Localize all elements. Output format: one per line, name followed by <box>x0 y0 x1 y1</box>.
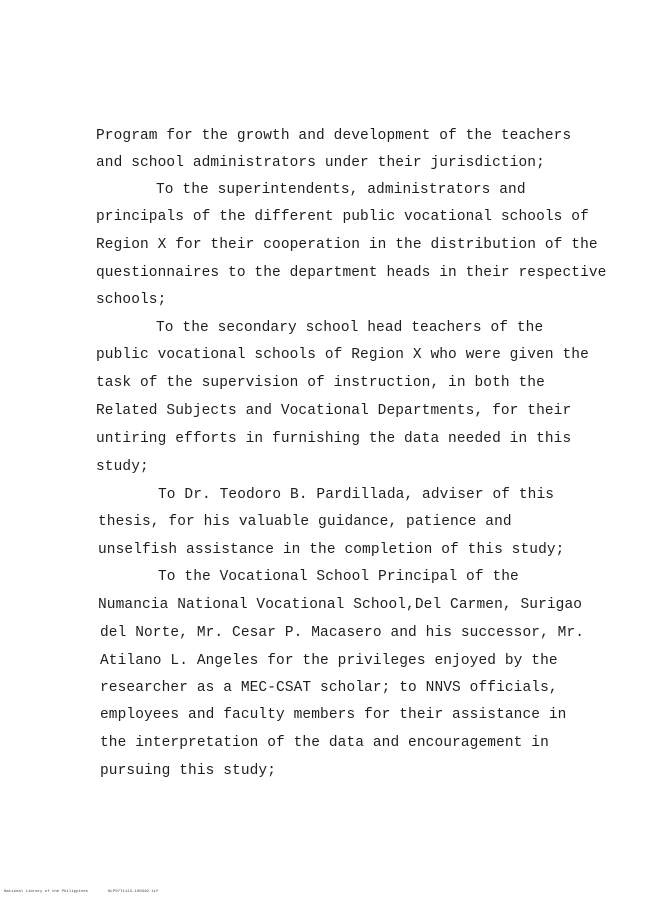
text-line: researcher as a MEC-CSAT scholar; to NNVS officials, <box>100 680 558 696</box>
text-line: To the superintendents, administrators and <box>156 182 526 198</box>
text-line: task of the supervision of instruction, in both the <box>96 375 545 391</box>
text-line: schools; <box>96 292 167 308</box>
footer-id: NLP07T1113-100349 tif <box>108 890 159 894</box>
text-line: public vocational schools of Region X who were given the <box>96 347 589 363</box>
text-line: and school administrators under their jurisdiction; <box>96 155 545 171</box>
text-line: del Norte, Mr. Cesar P. Macasero and his successor, Mr. <box>100 625 585 641</box>
text-line: employees and faculty members for their assistance in <box>100 707 567 723</box>
text-line: Region X for their cooperation in the distribution of the <box>96 237 598 253</box>
text-line: To Dr. Teodoro B. Pardillada, adviser of this <box>158 487 555 503</box>
text-line: To the Vocational School Principal of the <box>158 569 519 585</box>
text-line: principals of the different public vocational schools of <box>96 209 589 225</box>
text-line: unselfish assistance in the completion of this study; <box>98 542 565 558</box>
text-line: study; <box>96 459 149 475</box>
text-line: thesis, for his valuable guidance, patience and <box>98 514 512 530</box>
text-line: Atilano L. Angeles for the privileges enjoyed by the <box>100 653 558 669</box>
scan-footer <box>4 890 158 895</box>
text-line: Numancia National Vocational School,Del Carmen, Surigao <box>98 597 583 613</box>
text-line: To the secondary school head teachers of the <box>156 320 544 336</box>
footer-library: National Library of the Philippines <box>4 890 89 894</box>
text-line: Related Subjects and Vocational Departments, for their <box>96 403 572 419</box>
text-line: pursuing this study; <box>100 763 277 779</box>
text-line: questionnaires to the department heads in their respective <box>96 265 607 281</box>
text-line: untiring efforts in furnishing the data needed in this <box>96 431 572 447</box>
text-line: Program for the growth and development of the teachers <box>96 128 572 144</box>
text-line: the interpretation of the data and encouragement in <box>100 735 549 751</box>
